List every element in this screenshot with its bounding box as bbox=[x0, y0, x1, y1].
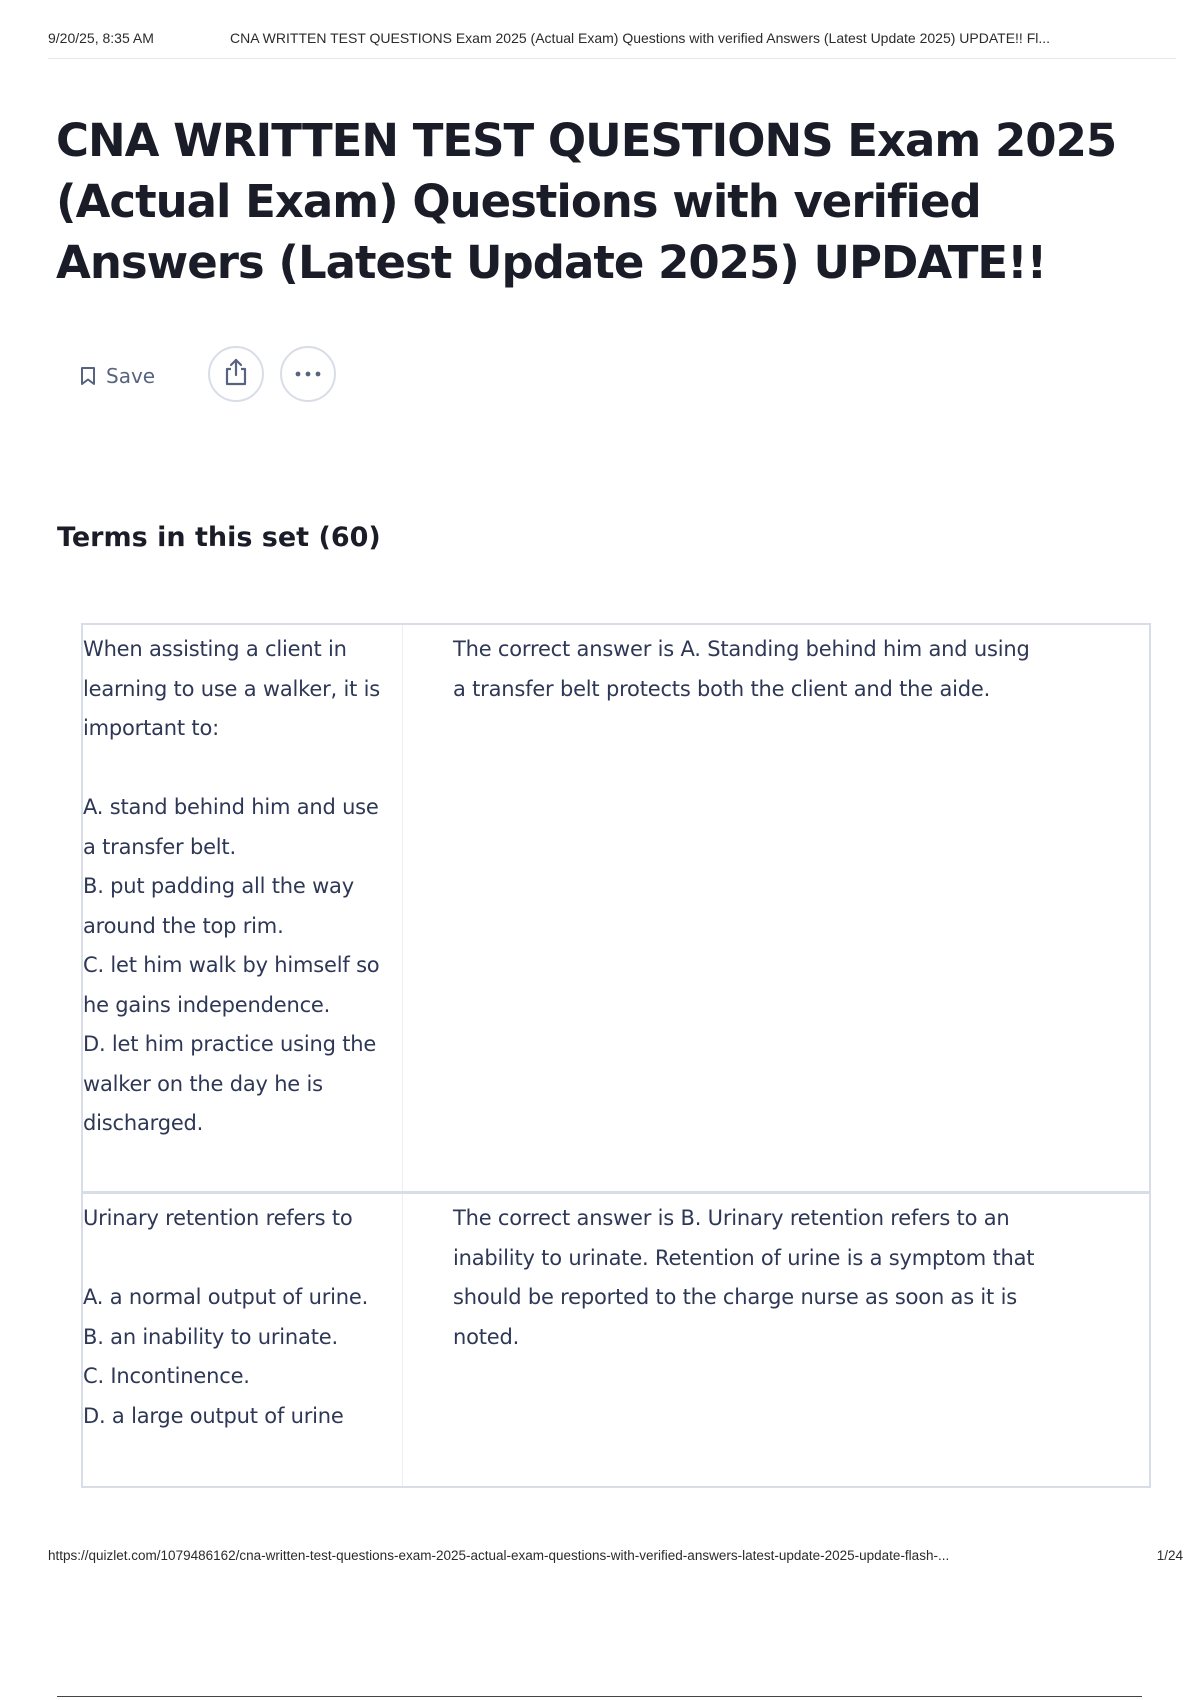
terms-table bbox=[81, 623, 1151, 1488]
print-date: 9/20/25, 8:35 AM bbox=[48, 30, 154, 46]
terms-heading: Terms in this set (60) bbox=[57, 522, 381, 553]
print-title: CNA WRITTEN TEST QUESTIONS Exam 2025 (Actual Exam) Questions with verified Answers (Latest Update 2025) UPDATE!! Fl... bbox=[230, 30, 1051, 46]
page-number: 1/24 bbox=[1156, 1548, 1183, 1563]
term-question: When assisting a client in learning to use a walker, it is important to: A. stand behind him and use a transfer belt. B. put padding all the way around the top rim. C. let him walk by himself so he gains independence. D. let him practice using the walker on the day he is discharged. bbox=[83, 625, 403, 1191]
term-answer: The correct answer is A. Standing behind him and using a transfer belt protects both the client and the aide. bbox=[453, 637, 1030, 701]
term-question: Urinary retention refers to A. a normal output of urine. B. an inability to urinate. C. Incontinence. D. a large output of urine bbox=[83, 1194, 403, 1486]
divider bbox=[57, 1696, 1142, 1697]
bookmark-icon bbox=[80, 366, 96, 386]
action-bar bbox=[80, 346, 480, 406]
save-button[interactable] bbox=[80, 356, 190, 396]
share-button[interactable] bbox=[208, 346, 264, 402]
share-icon bbox=[223, 358, 249, 391]
more-button[interactable] bbox=[280, 346, 336, 402]
save-label: Save bbox=[106, 364, 156, 388]
term-row bbox=[83, 625, 1149, 1194]
footer-url: https://quizlet.com/1079486162/cna-written-test-questions-exam-2025-actual-exam-questions-with-verified-answers-latest-update-2025-update-flash-... bbox=[48, 1548, 950, 1563]
term-row bbox=[83, 1194, 1149, 1486]
print-header bbox=[48, 30, 1176, 59]
more-icon bbox=[294, 365, 322, 383]
page-title: CNA WRITTEN TEST QUESTIONS Exam 2025 (Actual Exam) Questions with verified Answers (Latest Update 2025) UPDATE!! bbox=[56, 114, 1117, 289]
term-answer: The correct answer is B. Urinary retention refers to an inability to urinate. Retention of urine is a symptom that should be reported to the charge nurse as soon as it is noted. bbox=[453, 1206, 1035, 1349]
